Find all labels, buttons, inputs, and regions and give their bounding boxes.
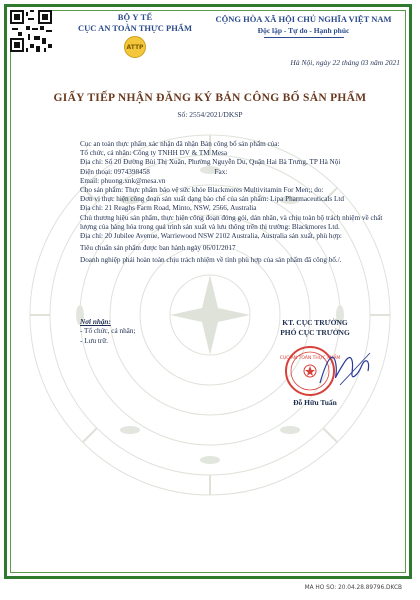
document-number: Số: 2554/2021/DKSP: [177, 110, 243, 119]
recipients-heading: Nơi nhận:: [80, 318, 111, 326]
agency-logo: ATTP: [124, 36, 146, 58]
document-body: [80, 140, 396, 266]
body-line: Đơn vị thực hiện công đoạn sản xuất dạng bào chế của sản phẩm: Lipa Pharmaceuticals Ltd: [80, 195, 344, 204]
body-line: Doanh nghiệp phải hoàn toàn chịu trách nhiệm về tính phù hợp của sản phẩm đã công bố./.: [80, 256, 342, 265]
body-line: Địa chỉ: Số 20 Đường Bùi Thị Xuân, Phường Nguyễn Du, Quận Hai Bà Trưng, TP Hà Nội: [80, 158, 341, 167]
national-header: [196, 14, 411, 38]
signer-name: Đỗ Hữu Tuấn: [293, 398, 337, 407]
body-line: Cục an toàn thực phẩm xác nhận đã nhận Bản công bố sản phẩm của:: [80, 140, 280, 148]
motto-underline: [264, 37, 344, 38]
body-line: Điện thoại: 0974398458 Fax:: [80, 167, 228, 176]
national-motto: Độc lập - Tự do - Hạnh phúc: [257, 26, 350, 35]
qr-code: [10, 10, 52, 52]
signer-title-1: KT. CỤC TRƯỞNG: [282, 318, 348, 327]
signer-title-2: PHÓ CỤC TRƯỞNG: [280, 328, 350, 337]
country-name: CỘNG HÒA XÃ HỘI CHỦ NGHĨA VIỆT NAM: [215, 14, 392, 24]
recipient-item: - Tổ chức, cá nhân;: [80, 327, 136, 336]
issue-dateline: Hà Nội, ngày 22 tháng 03 năm 2021: [290, 58, 400, 67]
body-line: Chủ thương hiệu sản phẩm, thực hiện công đoạn đóng gói, dán nhãn, và chịu toàn bộ trách nhiệm về chất lượng của hàng hóa trong quá trình sản xuất và lưu thông trên thị trường: Blackmores Ltd.: [80, 213, 383, 231]
issuing-agency-header: [70, 12, 200, 58]
body-line: Địa chỉ: 21 Reaghs Farm Road, Minto, NSW, 2566, Australia: [80, 204, 257, 213]
body-line: Tổ chức, cá nhân: Công ty TNHH DV & TM Mesa: [80, 149, 228, 158]
dossier-code: MA HO SO: 20.04.28.89796.DKCB: [304, 585, 402, 591]
body-line: Cho sản phẩm: Thực phẩm bảo vệ sức khỏe Blackmores Multivitamin For Men;; do:: [80, 186, 324, 195]
handwritten-signature: [300, 345, 380, 395]
department-name: CỤC AN TOÀN THỰC PHẨM: [78, 23, 192, 33]
body-line: Email: phuong.xnk@mesa.vn: [80, 176, 166, 185]
ministry-name: BỘ Y TẾ: [117, 12, 153, 22]
recipients-block: [80, 318, 220, 346]
body-line: Tiêu chuẩn sản phẩm được ban hành ngày 06/01/2017: [80, 244, 236, 253]
signature-block: [255, 318, 375, 337]
recipient-item: - Lưu trữ.: [80, 336, 108, 345]
stamp-text: CỤC AN TOÀN THỰC PHẨM: [279, 356, 341, 361]
body-line: Địa chỉ: 20 Jubilee Avenue, Warriewood NSW 2102 Australia, Australia sản xuất, phù hợp:: [80, 232, 342, 241]
document-title: GIẤY TIẾP NHẬN ĐĂNG KÝ BẢN CÔNG BỐ SẢN PHẨM: [53, 92, 367, 104]
